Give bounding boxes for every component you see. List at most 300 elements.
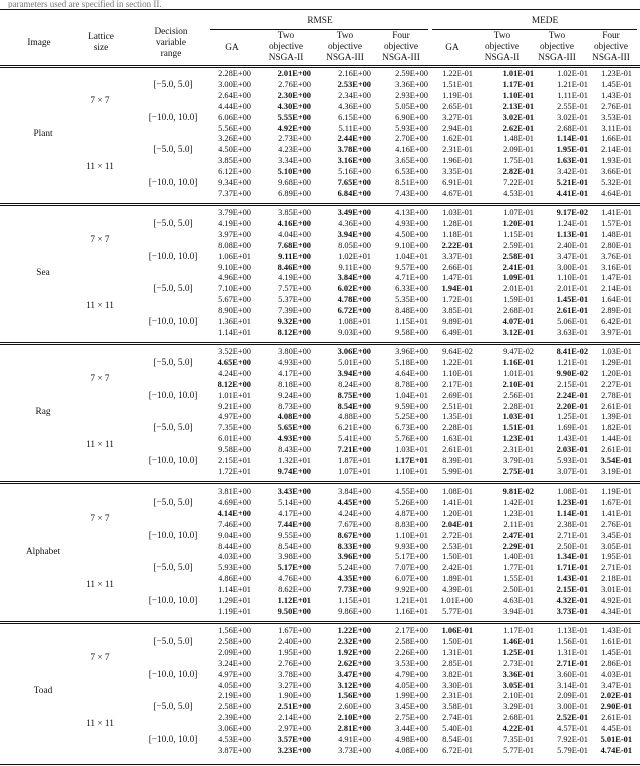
value-cell: 1.57E-01 (601, 218, 632, 228)
value-cell: 3.65E+00 (395, 156, 428, 166)
value-cell: 5.32E-01 (601, 178, 632, 187)
value-cell: 2.42E-01 (442, 563, 473, 573)
best-value-cell: 3.23E+00 (277, 745, 311, 755)
value-cell: 7.07E+00 (395, 563, 428, 573)
best-value-cell: 1.23E-01 (556, 497, 588, 507)
value-cell: 1.10E-01 (557, 273, 588, 283)
value-cell: 1.01E-01 (503, 368, 534, 378)
image-label: Alphabet (25, 546, 61, 557)
value-cell: 2.65E-01 (442, 101, 473, 111)
value-cell: 1.02E+01 (338, 251, 371, 261)
value-cell: 1.14E+01 (218, 585, 251, 595)
best-value-cell: 3.06E+00 (337, 347, 371, 356)
value-cell: 2.39E+00 (218, 713, 251, 723)
table-row (0, 412, 640, 423)
range-label: [−10.0, 10.0] (148, 251, 198, 262)
table-row (0, 648, 640, 659)
value-cell: 3.52E+00 (218, 347, 251, 356)
value-cell: 6.72E-01 (442, 745, 473, 755)
value-cell: 1.29E-01 (601, 357, 632, 367)
range-label: [−5.0, 5.0] (153, 284, 193, 295)
value-cell: 4.45E-01 (601, 724, 632, 734)
range-label: [−10.0, 10.0] (148, 177, 198, 188)
value-cell: 4.64E-01 (601, 188, 632, 198)
group-separator (0, 203, 640, 204)
value-cell: 1.56E+00 (218, 626, 251, 635)
value-cell: 5.93E-01 (557, 456, 588, 465)
header-rmse-two-nsga2-2: objective (268, 42, 304, 52)
value-cell: 5.79E-01 (557, 745, 588, 755)
best-value-cell: 3.94E+00 (337, 229, 371, 239)
best-value-cell: 2.03E-01 (556, 445, 588, 455)
value-cell: 1.43E-01 (601, 626, 632, 635)
best-value-cell: 4.93E+00 (277, 434, 311, 444)
value-cell: 5.17E+00 (395, 552, 428, 562)
group-separator (0, 621, 640, 622)
best-value-cell: 3.54E-01 (600, 456, 632, 465)
value-cell: 4.34E-01 (601, 606, 632, 616)
group-separator (0, 342, 640, 343)
value-cell: 1.03E-01 (601, 347, 632, 356)
value-cell: 7.67E+00 (338, 519, 371, 529)
value-cell: 4.17E+00 (278, 368, 311, 378)
value-cell: 2.68E-01 (503, 713, 534, 723)
best-value-cell: 1.01E-01 (502, 69, 534, 78)
value-cell: 5.37E+00 (278, 295, 311, 305)
header-lattice-1: Lattice (88, 32, 114, 42)
best-value-cell: 5.10E+00 (277, 167, 311, 177)
value-cell: 3.37E-01 (442, 251, 473, 261)
best-value-cell: 2.44E+00 (337, 134, 371, 144)
best-value-cell: 8.33E+00 (337, 541, 371, 551)
table-row (0, 542, 640, 553)
best-value-cell: 1.45E-01 (556, 295, 588, 305)
best-value-cell: 4.22E-01 (502, 724, 534, 734)
value-cell: 1.08E+01 (338, 317, 371, 326)
best-value-cell: 2.90E-01 (600, 702, 632, 712)
value-cell: 7.35E+00 (218, 423, 251, 433)
header-mede-four-nsga3-3: NSGA-III (592, 53, 630, 63)
value-cell: 1.15E-01 (503, 229, 534, 239)
value-cell: 6.89E+00 (278, 188, 311, 198)
image-label: Rag (35, 406, 51, 417)
header-rmse: RMSE (307, 16, 333, 26)
value-cell: 2.40E-01 (557, 240, 588, 250)
value-cell: 3.94E-01 (503, 606, 534, 616)
value-cell: 4.67E-01 (442, 188, 473, 198)
value-cell: 1.63E-01 (442, 434, 473, 444)
table-row (0, 189, 640, 200)
lattice-label: 7 × 7 (90, 235, 110, 246)
value-cell: 7.92E-01 (557, 735, 588, 744)
value-cell: 1.31E-01 (557, 647, 588, 657)
table-row (0, 637, 640, 648)
best-value-cell: 1.20E-01 (502, 218, 534, 228)
value-cell: 6.49E-01 (442, 327, 473, 337)
best-value-cell: 2.10E-01 (502, 379, 534, 389)
value-cell: 2.80E-01 (601, 240, 632, 250)
value-cell: 6.07E+00 (395, 574, 428, 584)
value-cell: 3.81E+00 (218, 487, 251, 496)
value-cell: 6.33E+00 (395, 284, 428, 294)
best-value-cell: 1.09E-01 (502, 273, 534, 283)
header-rule-1 (0, 65, 640, 66)
best-value-cell: 4.78E+00 (337, 295, 371, 305)
value-cell: 1.62E-01 (442, 134, 473, 144)
best-value-cell: 2.71E-01 (556, 658, 588, 668)
table-row (0, 306, 640, 317)
value-cell: 1.39E-01 (601, 412, 632, 422)
value-cell: 2.15E+01 (218, 456, 251, 465)
value-cell: 1.10E+01 (395, 466, 428, 476)
value-cell: 2.01E-01 (557, 284, 588, 294)
value-cell: 1.40E-01 (503, 552, 534, 562)
value-cell: 7.43E+00 (395, 188, 428, 198)
value-cell: 2.09E-01 (503, 145, 534, 155)
lattice-label: 11 × 11 (86, 300, 114, 311)
value-cell: 2.31E-01 (442, 145, 473, 155)
value-cell: 4.50E+00 (218, 145, 251, 155)
value-cell: 4.50E+00 (395, 229, 428, 239)
header-rmse-two-nsga3-1: Two (336, 31, 354, 41)
value-cell: 3.79E+00 (218, 208, 251, 217)
table-row (0, 423, 640, 434)
value-cell: 2.31E-01 (442, 691, 473, 701)
table-row (0, 230, 640, 241)
value-cell: 6.42E-01 (601, 317, 632, 326)
best-value-cell: 3.05E-01 (502, 680, 534, 690)
table-row (0, 574, 640, 585)
value-cell: 1.07E+01 (338, 466, 371, 476)
value-cell: 2.28E+00 (218, 69, 251, 78)
range-label: [−5.0, 5.0] (153, 79, 193, 90)
best-value-cell: 2.81E+00 (337, 724, 371, 734)
value-cell: 3.27E+00 (278, 680, 311, 690)
value-cell: 1.02E-01 (557, 69, 588, 78)
value-cell: 1.19E+01 (218, 606, 251, 616)
best-value-cell: 3.16E+00 (337, 156, 371, 166)
best-value-cell: 9.32E+00 (277, 317, 311, 326)
value-cell: 4.17E+00 (278, 508, 311, 518)
value-cell: 3.27E-01 (442, 112, 473, 122)
value-cell: 1.25E-01 (557, 412, 588, 422)
lattice-label: 7 × 7 (90, 514, 110, 525)
value-cell: 9.55E+00 (278, 530, 311, 540)
value-cell: 1.77E-01 (503, 563, 534, 573)
group-separator (0, 344, 640, 345)
value-cell: 2.01E-01 (503, 284, 534, 294)
value-cell: 6.21E+00 (338, 423, 371, 433)
range-label: [−5.0, 5.0] (153, 497, 193, 508)
value-cell: 2.76E+00 (278, 79, 311, 89)
best-value-cell: 2.53E+00 (337, 79, 371, 89)
value-cell: 2.58E+00 (218, 702, 251, 712)
table-row (0, 219, 640, 230)
value-cell: 9.21E+00 (218, 401, 251, 411)
value-cell: 3.24E+00 (218, 658, 251, 668)
best-value-cell: 8.67E+00 (337, 530, 371, 540)
best-value-cell: 4.07E-01 (502, 317, 534, 326)
value-cell: 3.00E-01 (557, 262, 588, 272)
table-row (0, 145, 640, 156)
best-value-cell: 2.20E-01 (556, 401, 588, 411)
value-cell: 3.80E+00 (278, 347, 311, 356)
value-cell: 1.03E+01 (395, 445, 428, 455)
value-cell: 3.53E-01 (601, 112, 632, 122)
value-cell: 5.93E+00 (218, 563, 251, 573)
range-label: [−10.0, 10.0] (148, 530, 198, 541)
value-cell: 1.22E-01 (442, 357, 473, 367)
best-value-cell: 8.12E+00 (217, 379, 251, 389)
best-value-cell: 2.62E+00 (337, 658, 371, 668)
value-cell: 2.74E-01 (442, 713, 473, 723)
value-cell: 4.53E+00 (218, 735, 251, 744)
table-row (0, 347, 640, 358)
value-cell: 3.47E-01 (601, 680, 632, 690)
value-cell: 9.10E+00 (395, 240, 428, 250)
table-row (0, 102, 640, 113)
value-cell: 2.18E-01 (601, 574, 632, 584)
value-cell: 9.86E+00 (338, 606, 371, 616)
best-value-cell: 3.78E+00 (337, 145, 371, 155)
best-value-cell: 2.30E+00 (277, 90, 311, 100)
value-cell: 9.57E+00 (395, 262, 428, 272)
value-cell: 5.11E+00 (338, 123, 371, 133)
header-mede-two-nsga2-2: objective (484, 42, 520, 52)
value-cell: 6.90E+00 (395, 112, 428, 122)
value-cell: 2.61E-01 (601, 401, 632, 411)
value-cell: 7.39E+00 (278, 306, 311, 316)
value-cell: 1.15E+01 (395, 317, 428, 326)
table-row (0, 263, 640, 274)
value-cell: 4.76E+00 (278, 574, 311, 584)
best-value-cell: 8.41E-02 (556, 347, 588, 356)
value-cell: 4.24E+00 (218, 368, 251, 378)
value-cell: 4.08E+00 (395, 745, 428, 755)
header-mede-two-nsga2-1: Two (493, 31, 511, 41)
value-cell: 1.95E-01 (601, 552, 632, 562)
value-cell: 7.37E+00 (218, 188, 251, 198)
best-value-cell: 2.62E-01 (502, 123, 534, 133)
value-cell: 2.58E+00 (218, 636, 251, 646)
value-cell: 7.22E-01 (503, 178, 534, 187)
best-value-cell: 2.02E-01 (600, 691, 632, 701)
table-row (0, 402, 640, 413)
value-cell: 2.17E+00 (395, 626, 428, 635)
value-cell: 9.93E+00 (395, 541, 428, 551)
value-cell: 2.59E+00 (395, 69, 428, 78)
best-value-cell: 2.32E+00 (337, 636, 371, 646)
value-cell: 4.19E+00 (218, 218, 251, 228)
value-cell: 8.43E+00 (278, 445, 311, 455)
group-alphabet (0, 487, 640, 618)
header-mede-four-nsga3-1: Four (602, 31, 620, 41)
value-cell: 1.50E-01 (442, 636, 473, 646)
value-cell: 2.61E-01 (601, 713, 632, 723)
value-cell: 1.01E+00 (440, 596, 473, 605)
best-value-cell: 1.34E-01 (556, 552, 588, 562)
header-mede: MEDE (531, 16, 559, 26)
value-cell: 1.56E-01 (557, 636, 588, 646)
value-cell: 1.61E-01 (601, 636, 632, 646)
value-cell: 1.42E-01 (503, 497, 534, 507)
value-cell: 4.05E+00 (218, 680, 251, 690)
best-value-cell: 2.29E-01 (502, 541, 534, 551)
header-rmse-four-nsga3-3: NSGA-III (382, 53, 420, 63)
value-cell: 9.04E+00 (218, 530, 251, 540)
value-cell: 1.48E-01 (601, 229, 632, 239)
value-cell: 4.93E+00 (278, 357, 311, 367)
range-label: [−10.0, 10.0] (148, 390, 198, 401)
table-row (0, 498, 640, 509)
best-value-cell: 1.71E-01 (556, 563, 588, 573)
best-value-cell: 2.82E-01 (502, 167, 534, 177)
value-cell: 1.48E-01 (503, 134, 534, 144)
value-cell: 1.22E-01 (442, 69, 473, 78)
value-cell: 8.05E+00 (338, 240, 371, 250)
best-value-cell: 3.94E+00 (337, 368, 371, 378)
table-row (0, 467, 640, 478)
header-rmse-two-nsga2-1: Two (277, 31, 295, 41)
value-cell: 2.26E+00 (395, 647, 428, 657)
table-row (0, 724, 640, 735)
best-value-cell: 2.47E-01 (502, 530, 534, 540)
value-cell: 2.40E+00 (278, 636, 311, 646)
value-cell: 3.53E+00 (395, 658, 428, 668)
value-cell: 2.28E-01 (503, 401, 534, 411)
value-cell: 1.14E+01 (218, 327, 251, 337)
value-cell: 2.60E+00 (338, 702, 371, 712)
value-cell: 4.39E-01 (442, 585, 473, 595)
best-value-cell: 2.10E+00 (337, 713, 371, 723)
value-cell: 4.24E+00 (338, 508, 371, 518)
best-value-cell: 9.81E-02 (502, 487, 534, 496)
value-cell: 1.93E-01 (601, 156, 632, 166)
value-cell: 3.63E-01 (557, 327, 588, 337)
best-value-cell: 1.14E-01 (556, 508, 588, 518)
caption-fragment: parameters used are specified in section II. (8, 0, 162, 8)
value-cell: 1.44E-01 (601, 434, 632, 444)
value-cell: 3.84E+00 (338, 487, 371, 496)
value-cell: 4.88E+00 (338, 412, 371, 422)
value-cell: 8.54E+00 (278, 541, 311, 551)
value-cell: 5.18E+00 (395, 357, 428, 367)
value-cell: 2.15E-01 (557, 379, 588, 389)
table-row (0, 585, 640, 596)
lattice-label: 11 × 11 (86, 161, 114, 172)
group-rag (0, 347, 640, 478)
best-value-cell: 2.51E+00 (277, 702, 311, 712)
value-cell: 2.68E-01 (557, 123, 588, 133)
value-cell: 4.64E+00 (395, 368, 428, 378)
best-value-cell: 5.21E-01 (556, 178, 588, 187)
value-cell: 5.35E+00 (395, 295, 428, 305)
value-cell: 3.35E-01 (442, 167, 473, 177)
table-row (0, 178, 640, 189)
value-cell: 3.96E+00 (395, 347, 428, 356)
best-value-cell: 2.61E-01 (556, 306, 588, 316)
top-rule (0, 9, 640, 10)
value-cell: 9.58E+00 (218, 445, 251, 455)
best-value-cell: 6.02E+00 (337, 284, 371, 294)
table-row (0, 252, 640, 263)
value-cell: 5.56E+00 (218, 123, 251, 133)
table-row (0, 69, 640, 80)
value-cell: 1.04E+01 (395, 251, 428, 261)
range-label: [−5.0, 5.0] (153, 145, 193, 156)
header-rule-2 (0, 67, 640, 68)
best-value-cell: 1.17E+01 (394, 456, 428, 465)
header-range-2: variable (156, 38, 186, 48)
value-cell: 9.58E+00 (395, 327, 428, 337)
range-label: [−5.0, 5.0] (153, 702, 193, 713)
value-cell: 3.82E-01 (442, 669, 473, 679)
value-cell: 3.98E+00 (278, 552, 311, 562)
value-cell: 4.97E+00 (218, 669, 251, 679)
best-value-cell: 1.63E-01 (556, 156, 588, 166)
value-cell: 3.87E+00 (218, 745, 251, 755)
best-value-cell: 3.47E+00 (337, 669, 371, 679)
value-cell: 4.92E-01 (601, 596, 632, 605)
table-row (0, 134, 640, 145)
table-row (0, 713, 640, 724)
value-cell: 8.73E+00 (278, 401, 311, 411)
header-rmse-two-nsga3-2: objective (327, 42, 363, 52)
table-row (0, 380, 640, 391)
value-cell: 1.41E-01 (601, 508, 632, 518)
best-value-cell: 2.04E-01 (441, 519, 473, 529)
best-value-cell: 8.12E+00 (277, 327, 311, 337)
value-cell: 4.97E+00 (218, 412, 251, 422)
value-cell: 1.31E-01 (442, 647, 473, 657)
best-value-cell: 8.54E+00 (337, 401, 371, 411)
value-cell: 6.15E+00 (338, 112, 371, 122)
best-value-cell: 2.75E-01 (502, 466, 534, 476)
value-cell: 4.87E+00 (395, 508, 428, 518)
value-cell: 6.53E+00 (395, 167, 428, 177)
value-cell: 2.53E-01 (442, 541, 473, 551)
value-cell: 1.50E-01 (442, 552, 473, 562)
best-value-cell: 2.52E-01 (556, 713, 588, 723)
best-value-cell: 5.01E-01 (600, 735, 632, 744)
value-cell: 2.70E+00 (395, 134, 428, 144)
best-value-cell: 6.84E+00 (337, 188, 371, 198)
value-cell: 8.39E-01 (442, 456, 473, 465)
value-cell: 5.06E-01 (557, 317, 588, 326)
bottom-rule (0, 764, 640, 765)
value-cell: 7.57E+00 (278, 284, 311, 294)
value-cell: 3.73E+00 (338, 745, 371, 755)
value-cell: 1.36E+01 (218, 317, 251, 326)
table-row (0, 358, 640, 369)
value-cell: 2.66E-01 (442, 262, 473, 272)
value-cell: 3.45E-01 (601, 530, 632, 540)
value-cell: 4.05E+00 (395, 680, 428, 690)
range-label: [−5.0, 5.0] (153, 357, 193, 368)
value-cell: 2.17E-01 (442, 379, 473, 389)
best-value-cell: 1.03E-01 (502, 412, 534, 422)
value-cell: 5.67E+00 (218, 295, 251, 305)
table-row (0, 124, 640, 135)
lattice-label: 11 × 11 (86, 718, 114, 729)
value-cell: 1.47E-01 (442, 273, 473, 283)
value-cell: 2.61E-01 (442, 445, 473, 455)
value-cell: 1.75E-01 (503, 156, 534, 166)
value-cell: 2.50E-01 (557, 541, 588, 551)
table-row (0, 691, 640, 702)
best-value-cell: 1.14E-01 (556, 134, 588, 144)
value-cell: 3.14E-01 (557, 680, 588, 690)
